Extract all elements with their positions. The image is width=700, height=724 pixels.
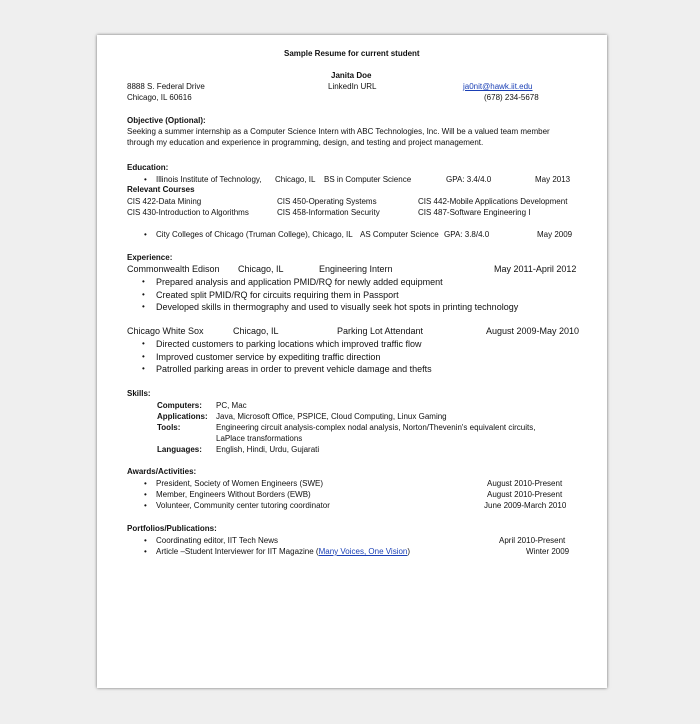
skills-tools-label: Tools: (157, 423, 181, 432)
job2-org: Chicago White Sox (127, 326, 204, 336)
bullet-icon: • (142, 277, 145, 286)
linkedin-url[interactable]: LinkedIn URL (328, 82, 377, 91)
bullet-icon: • (144, 547, 147, 556)
courses-heading: Relevant Courses (127, 185, 195, 194)
address-line-1: 8888 S. Federal Drive (127, 82, 205, 91)
bullet-icon: • (144, 501, 147, 510)
portfolio-item-2 (156, 547, 410, 557)
skills-tools-line-2: LaPlace transformations (216, 434, 303, 443)
award-item: Member, Engineers Without Borders (EWB) (156, 490, 311, 499)
course-item: CIS 442-Mobile Applications Development (418, 197, 568, 206)
school2-degree: AS Computer Science (360, 230, 439, 239)
job2-city: Chicago, IL (233, 326, 279, 336)
address-line-2: Chicago, IL 60616 (127, 93, 192, 102)
school1-degree: BS in Computer Science (324, 175, 412, 184)
bullet-icon: • (144, 230, 147, 239)
bullet-icon: • (144, 175, 147, 184)
portfolio-item-2-date: Winter 2009 (526, 547, 570, 556)
job1-city: Chicago, IL (238, 264, 284, 274)
portfolios-heading: Portfolios/Publications: (127, 524, 217, 533)
skills-applications-label: Applications: (157, 412, 208, 421)
skills-computers-label: Computers: (157, 401, 202, 410)
portfolio-item-2-prefix: Article –Student Interviewer for IIT Magazine ( (156, 547, 319, 556)
skills-languages-label: Languages: (157, 445, 202, 454)
award-date: August 2010-Present (487, 490, 563, 499)
bullet-icon: • (142, 290, 145, 299)
bullet-icon: • (142, 364, 145, 373)
job2-bullet-3: Patrolled parking areas in order to prevent vehicle damage and thefts (156, 364, 432, 374)
candidate-name: Janita Doe (331, 71, 372, 80)
school1-city: Chicago, IL (275, 175, 316, 184)
school2-gpa: GPA: 3.8/4.0 (444, 230, 490, 239)
bullet-icon: • (144, 479, 147, 488)
job1-bullet-1: Prepared analysis and application PMID/RQ for newly added equipment (156, 277, 443, 287)
skills-tools-line-1: Engineering circuit analysis-complex nodal analysis, Norton/Thevenin's equivalent circuits, (216, 423, 536, 432)
job2-bullet-2: Improved customer service by expediting traffic direction (156, 352, 381, 362)
portfolio-item-1-date: April 2010-Present (499, 536, 566, 545)
experience-heading: Experience: (127, 253, 173, 262)
bullet-icon: • (142, 339, 145, 348)
awards-heading: Awards/Activities: (127, 467, 197, 476)
school1-gpa: GPA: 3.4/4.0 (446, 175, 492, 184)
portfolio-item-1: Coordinating editor, IIT Tech News (156, 536, 278, 545)
job1-org: Commonwealth Edison (127, 264, 220, 274)
skills-computers: PC, Mac (216, 401, 247, 410)
job1-bullet-2: Created split PMID/RQ for circuits requiring them in Passport (156, 290, 399, 300)
school1-name: Illinois Institute of Technology, (156, 175, 262, 184)
bullet-icon: • (144, 490, 147, 499)
bullet-icon: • (142, 302, 145, 311)
portfolio-item-2-suffix: ) (407, 547, 411, 556)
course-item: CIS 458-Information Security (277, 208, 380, 217)
objective-line-2: through my education and experience in programming, design, and testing and project management. (127, 138, 484, 147)
job2-role: Parking Lot Attendant (337, 326, 424, 336)
document-title: Sample Resume for current student (284, 49, 420, 58)
skills-applications: Java, Microsoft Office, PSPICE, Cloud Computing, Linux Gaming (216, 412, 447, 421)
course-item: CIS 430-Introduction to Algorithms (127, 208, 249, 217)
job2-dates: August 2009-May 2010 (486, 326, 580, 336)
email-link[interactable]: ja0nit@hawk.iit.edu (463, 82, 533, 91)
award-date: August 2010-Present (487, 479, 563, 488)
school2-name: City Colleges of Chicago (Truman College), Chicago, IL (156, 230, 353, 239)
award-item: President, Society of Women Engineers (SWE) (156, 479, 324, 488)
course-item: CIS 450-Operating Systems (277, 197, 377, 206)
award-item: Volunteer, Community center tutoring coordinator (156, 501, 330, 510)
job1-dates: May 2011-April 2012 (494, 264, 577, 274)
course-item: CIS 422-Data Mining (127, 197, 202, 206)
bullet-icon: • (142, 352, 145, 361)
objective-heading: Objective (Optional): (127, 116, 206, 125)
job1-bullet-3: Developed skills in thermography and used to visually seek hot spots in printing technology (156, 302, 519, 312)
resume-page (97, 35, 607, 688)
education-heading: Education: (127, 163, 169, 172)
many-voices-link[interactable]: Many Voices, One Vision (318, 547, 408, 556)
award-date: June 2009-March 2010 (484, 501, 567, 510)
skills-languages: English, Hindi, Urdu, Gujarati (216, 445, 320, 454)
bullet-icon: • (144, 536, 147, 545)
school2-date: May 2009 (537, 230, 573, 239)
phone-number: (678) 234-5678 (484, 93, 539, 102)
course-item: CIS 487-Software Engineering I (418, 208, 531, 217)
school1-date: May 2013 (535, 175, 571, 184)
job1-role: Engineering Intern (319, 264, 393, 274)
objective-line-1: Seeking a summer internship as a Computer Science Intern with ABC Technologies, Inc. Will be a valued team member (127, 127, 550, 136)
job2-bullet-1: Directed customers to parking locations which improved traffic flow (156, 339, 422, 349)
skills-heading: Skills: (127, 389, 151, 398)
